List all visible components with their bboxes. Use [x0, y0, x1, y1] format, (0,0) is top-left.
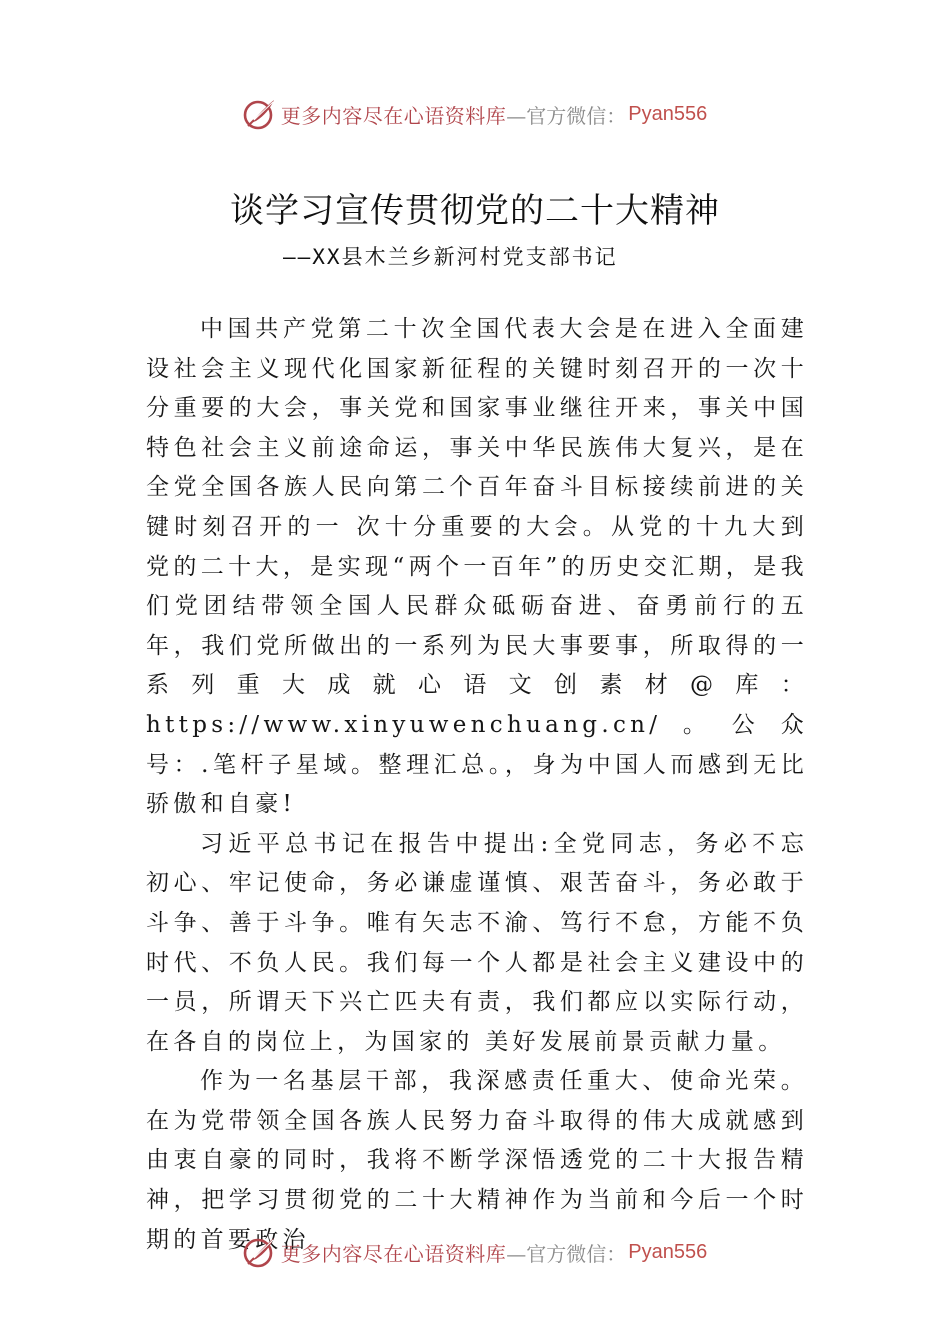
banner-separator: —官方微信：	[506, 1241, 627, 1266]
page-subtitle: ——XX县木兰乡新河村党支部书记	[283, 245, 618, 269]
quill-logo-icon	[243, 97, 277, 131]
banner-wechat-id: Pyan556	[628, 1240, 708, 1263]
quill-logo-icon	[243, 1235, 277, 1269]
paragraph-1: 中国共产党第二十次全国代表大会是在进入全面建设社会主义现代化国家新征程的关键时刻召开的一次十分重要的大会，事关党和国家事业继往开来，事关中国特色社会主义前途命运，事关中华民族伟大复兴，是在全党全国各族人民向第二个百年奋斗目标接续前进的关键时刻召开的一 次十分重要的大会。从党的十九大到党的二十大，是实现“两个一百年”的历史交汇期，是我们党团结带领全国人民群众砥砺奋进、奋勇前行的五年，我们党所做出的一系列为民大事要事，所取得的一系列重大成就心语文创素材@库：https://www.xinyuwenchuang.cn/。公众号：.笔杆子星域。整理汇总。，身为中国人而感到无比骄傲和自豪!	[146, 316, 808, 818]
banner-library-text: 更多内容尽在心语资料库	[280, 1241, 507, 1266]
banner-separator: —官方微信：	[506, 103, 627, 128]
page-title: 谈学习宣传贯彻党的二十大精神	[230, 191, 720, 231]
header-banner	[0, 94, 950, 134]
banner-library-text: 更多内容尽在心语资料库	[280, 103, 507, 128]
paragraph-3: 作为一名基层干部，我深感责任重大、使命光荣。在为党带领全国各族人民努力奋斗取得的伟大成就感到由衷自豪的同时，我将不断学深悟透党的二十大报告精神，把学习贯彻党的二十大精神作为当前和今后一个时期的首要政治	[146, 1068, 808, 1253]
footer-banner	[0, 1232, 950, 1272]
document-body	[146, 310, 808, 1260]
banner-wechat-id: Pyan556	[628, 102, 708, 125]
paragraph-2: 习近平总书记在报告中提出:全党同志，务必不忘初心、牢记使命，务必谦虚谨慎、艰苦奋斗，务必敢于斗争、善于斗争。唯有矢志不渝、笃行不怠，方能不负时代、不负人民。我们每一个人都是社会主义建设中的一员，所谓天下兴亡匹夫有责，我们都应以实际行动，在各自的岗位上，为国家的 美好发展前景贡献力量。	[146, 830, 808, 1055]
